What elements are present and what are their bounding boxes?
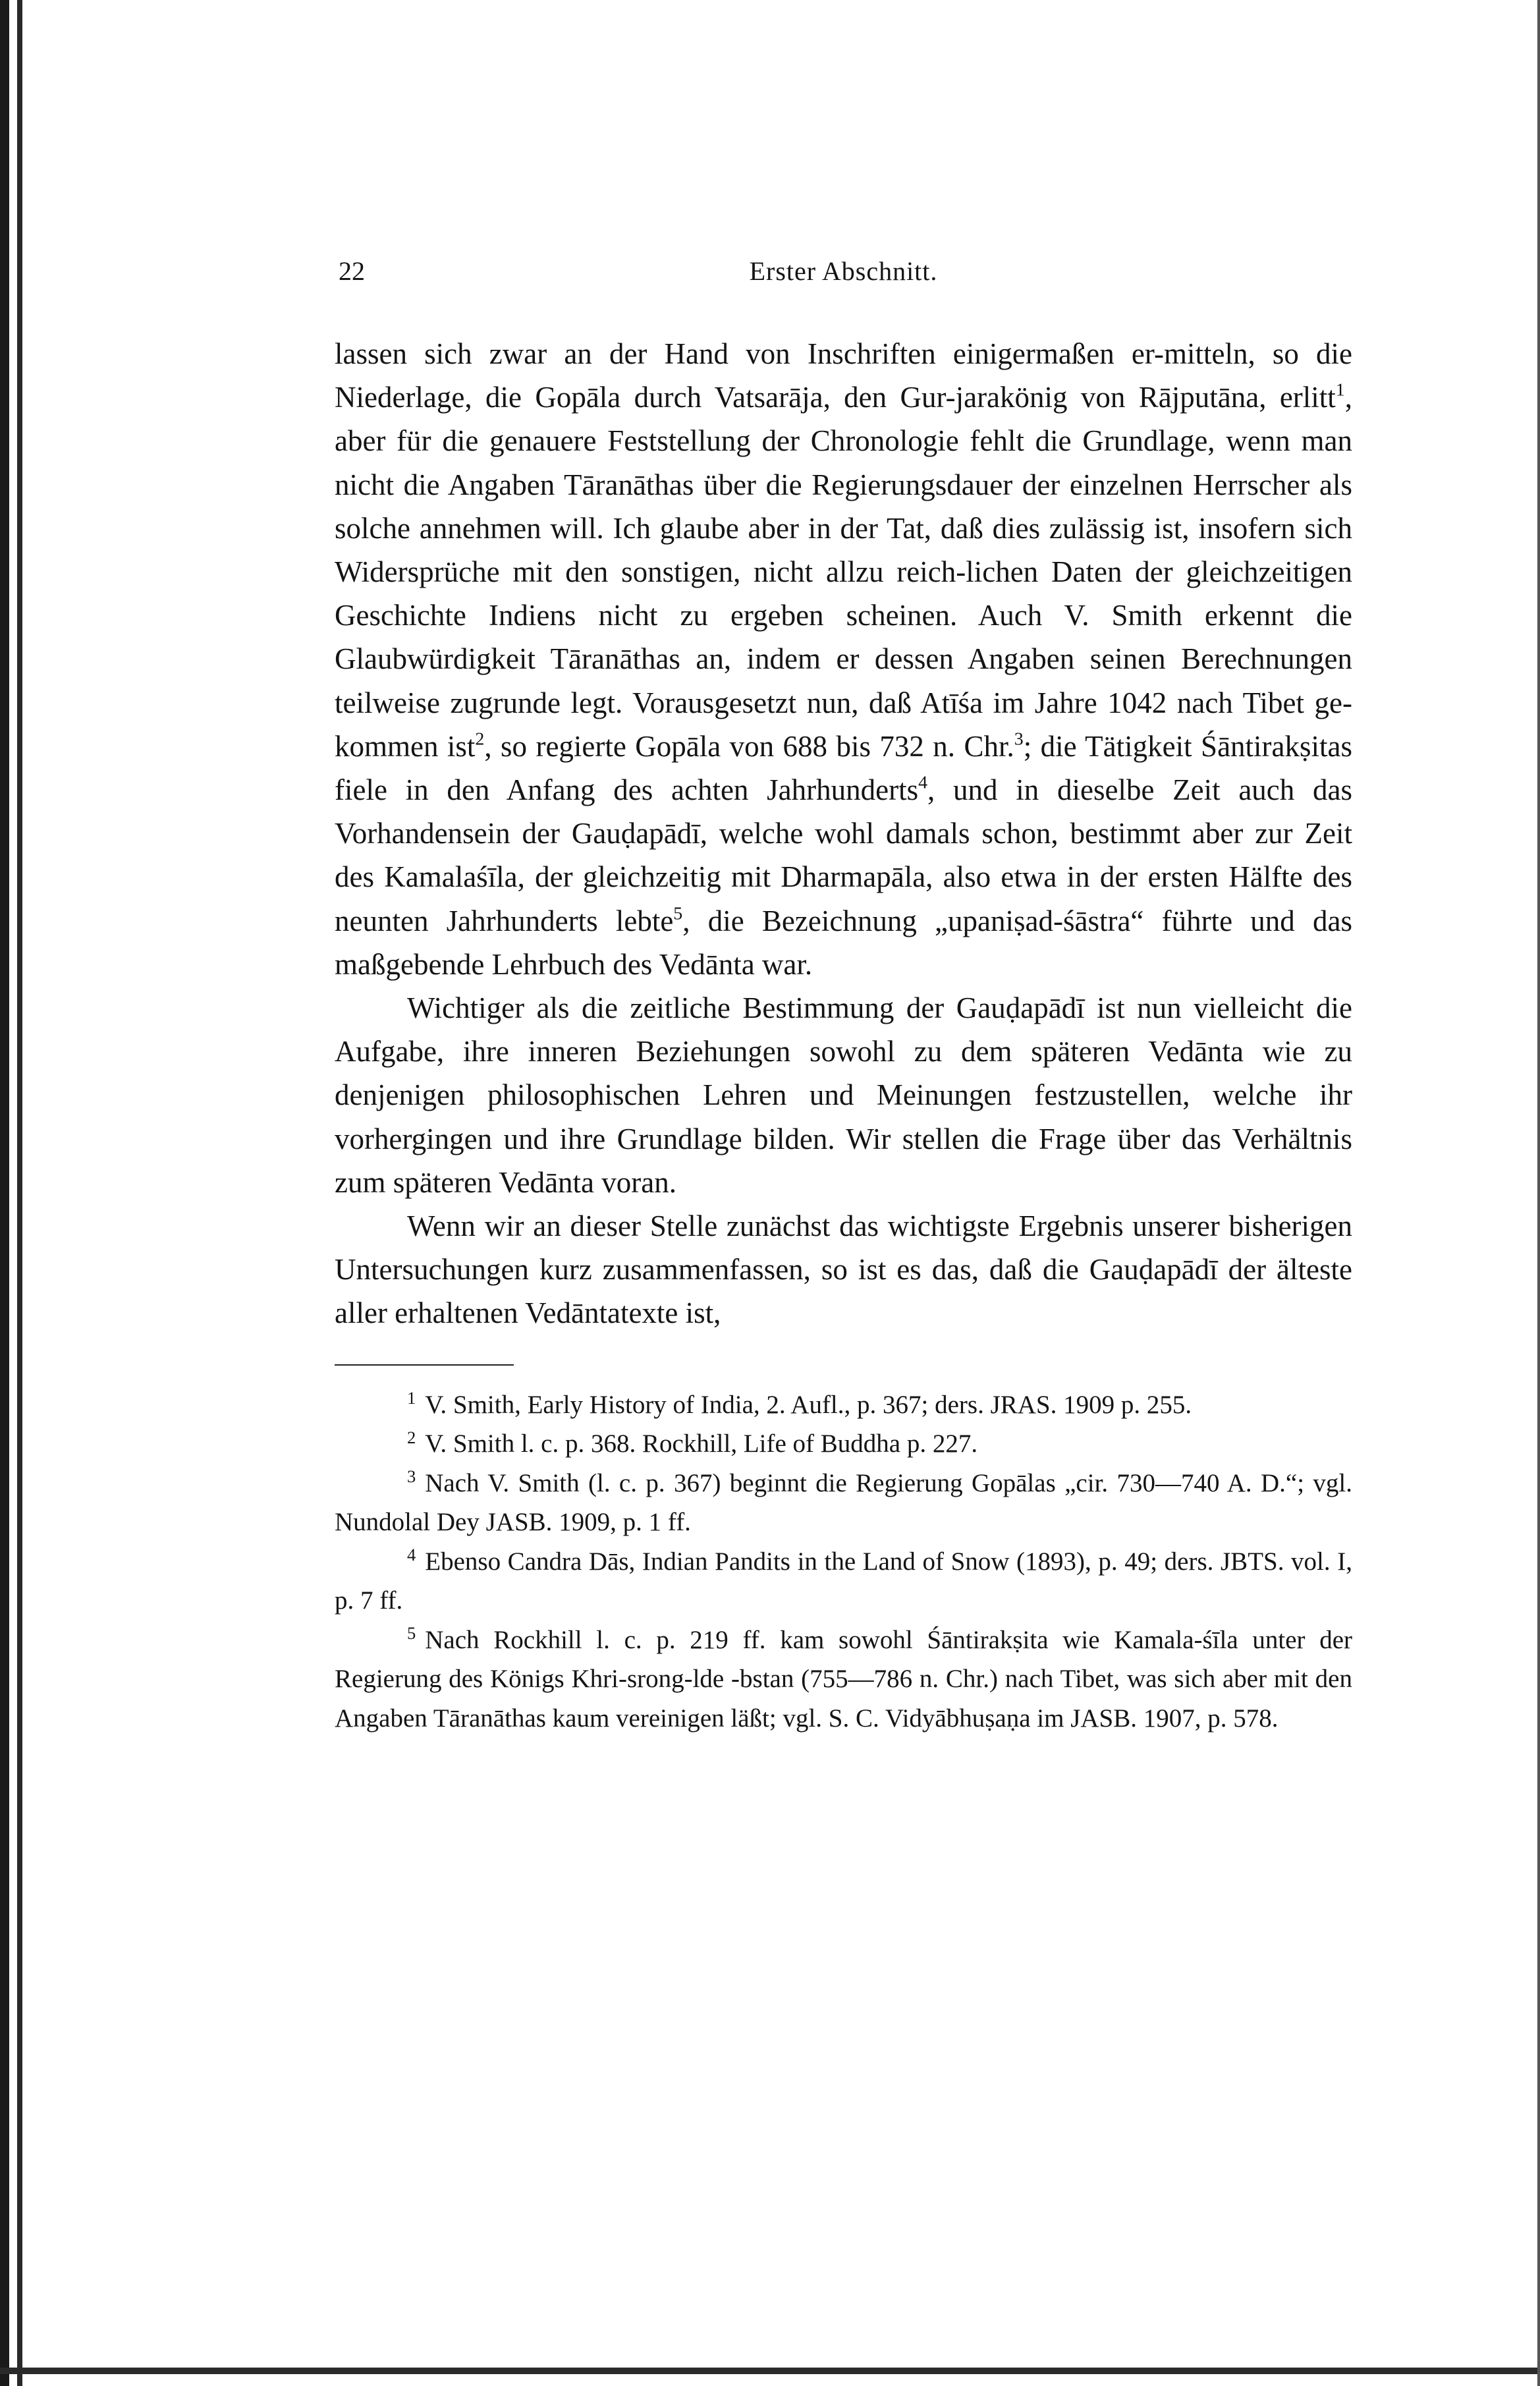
footnote-text: Nach Rockhill l. c. p. 219 ff. kam sowohl Śāntirakṣita wie Kamala-śīla unter der Regierung des Königs Khri-srong-lde -bstan (755—786 n. Chr.) nach Tibet, was sich aber mit den Angaben Tāranāthas kaum vereinigen läßt; vgl. S. C. Vidyābhuṣaṇa im JASB. 1907, p. 578. [335, 1625, 1352, 1733]
footnote-ref: 5 [673, 903, 683, 924]
paragraph-1-text: lassen sich zwar an der Hand von Inschriften einigermaßen er-mitteln, so die Niederlage, die Gopāla durch Vatsarāja, den Gur-jarakönig von Rājputāna, erlitt [335, 337, 1352, 414]
paragraph-1-text: , die Bezeichnung „upaniṣad-śāstra“ führte und das maßgebende Lehrbuch des Vedānta war. [335, 904, 1353, 981]
page-number: 22 [339, 256, 365, 286]
paragraph-2: Wichtiger als die zeitliche Bestimmung der Gauḍapādī ist nun vielleicht die Aufgabe, ihre inneren Beziehungen sowohl zu dem späteren Vedānta wie zu denjenigen philosophischen Lehren und Meinungen festzustellen, welche ihr vorhergingen und ihre Grundlage bilden. Wir stellen die Frage über das Verhältnis zum späteren Vedānta voran. [335, 991, 1352, 1199]
running-head [335, 250, 1352, 292]
footnote-mark: 1 [407, 1388, 416, 1408]
footnotes [335, 1385, 1352, 1738]
footnote-divider [335, 1364, 514, 1366]
footnote-mark: 4 [407, 1545, 416, 1565]
footnote-text: V. Smith, Early History of India, 2. Aufl., p. 367; ders. JRAS. 1909 p. 255. [425, 1390, 1192, 1419]
footnote-2 [335, 1424, 1352, 1464]
paragraph-1-text: ; die Tätigkeit Śāntirakṣitas fiele in den Anfang des achten Jahrhunderts [335, 729, 1353, 807]
book-page [335, 250, 1352, 1738]
scan-border-bottom [0, 2368, 1540, 2374]
footnote-text: V. Smith l. c. p. 368. Rockhill, Life of Buddha p. 227. [425, 1429, 978, 1458]
footnote-mark: 3 [407, 1466, 416, 1487]
paragraph-1-text: , so regierte Gopāla von 688 bis 732 n. Chr. [484, 729, 1014, 763]
footnote-ref: 2 [475, 729, 485, 750]
paragraph-1-text: , und in dieselbe Zeit auch das Vorhandensein der Gauḍapādī, welche wohl damals schon, bestimmt aber zur Zeit des Kamalaśīla, der gleichzeitig mit Dharmapāla, also etwa in der ersten Hälfte des neunten Jahrhunderts lebte [335, 773, 1352, 937]
paragraph-1 [335, 332, 1352, 986]
footnote-4 [335, 1542, 1352, 1621]
footnote-text: Nach V. Smith (l. c. p. 367) beginnt die Regierung Gopālas „cir. 730—740 A. D.“; vgl. Nundolal Dey JASB. 1909, p. 1 ff. [335, 1468, 1352, 1537]
footnote-ref: 3 [1014, 729, 1024, 750]
body-text [335, 332, 1352, 1335]
footnote-ref: 1 [1335, 379, 1345, 401]
scan-border-right [1537, 0, 1540, 2386]
paragraph-1-text: , aber für die genauere Feststellung der Chronologie fehlt die Grundlage, wenn man nicht die Angaben Tāranāthas über die Regierungsdauer der einzelnen Herrscher als solche annehmen will. Ich glaube aber in der Tat, daß dies zulässig ist, insofern sich Widersprüche mit den sonstigen, nicht allzu reich-lichen Daten der gleichzeitigen Geschichte Indiens nicht zu ergeben scheinen. Auch V. Smith erkennt die Glaubwürdigkeit Tāranāthas an, indem er dessen Angaben seinen Berechnungen teilweise zugrunde legt. Vorausgesetzt nun, daß Atīśa im Jahre 1042 nach Tibet ge-kommen ist [335, 381, 1352, 763]
footnote-mark: 5 [407, 1623, 416, 1644]
paragraph-3: Wenn wir an dieser Stelle zunächst das wichtigste Ergebnis unserer bisherigen Untersuchungen kurz zusammenfassen, so ist es das, daß die Gauḍapādī der älteste aller erhaltenen Vedāntatexte ist, [335, 1209, 1352, 1330]
footnote-ref: 4 [918, 772, 928, 793]
section-title: Erster Abschnitt. [749, 256, 938, 286]
scan-border-left-inner [17, 0, 22, 2386]
footnote-5 [335, 1621, 1352, 1738]
footnote-3 [335, 1464, 1352, 1542]
footnote-mark: 2 [407, 1427, 416, 1447]
scan-border-left [0, 0, 9, 2386]
footnote-1 [335, 1385, 1352, 1425]
footnote-text: Ebenso Candra Dās, Indian Pandits in the Land of Snow (1893), p. 49; ders. JBTS. vol. I, p. 7 ff. [335, 1547, 1352, 1615]
